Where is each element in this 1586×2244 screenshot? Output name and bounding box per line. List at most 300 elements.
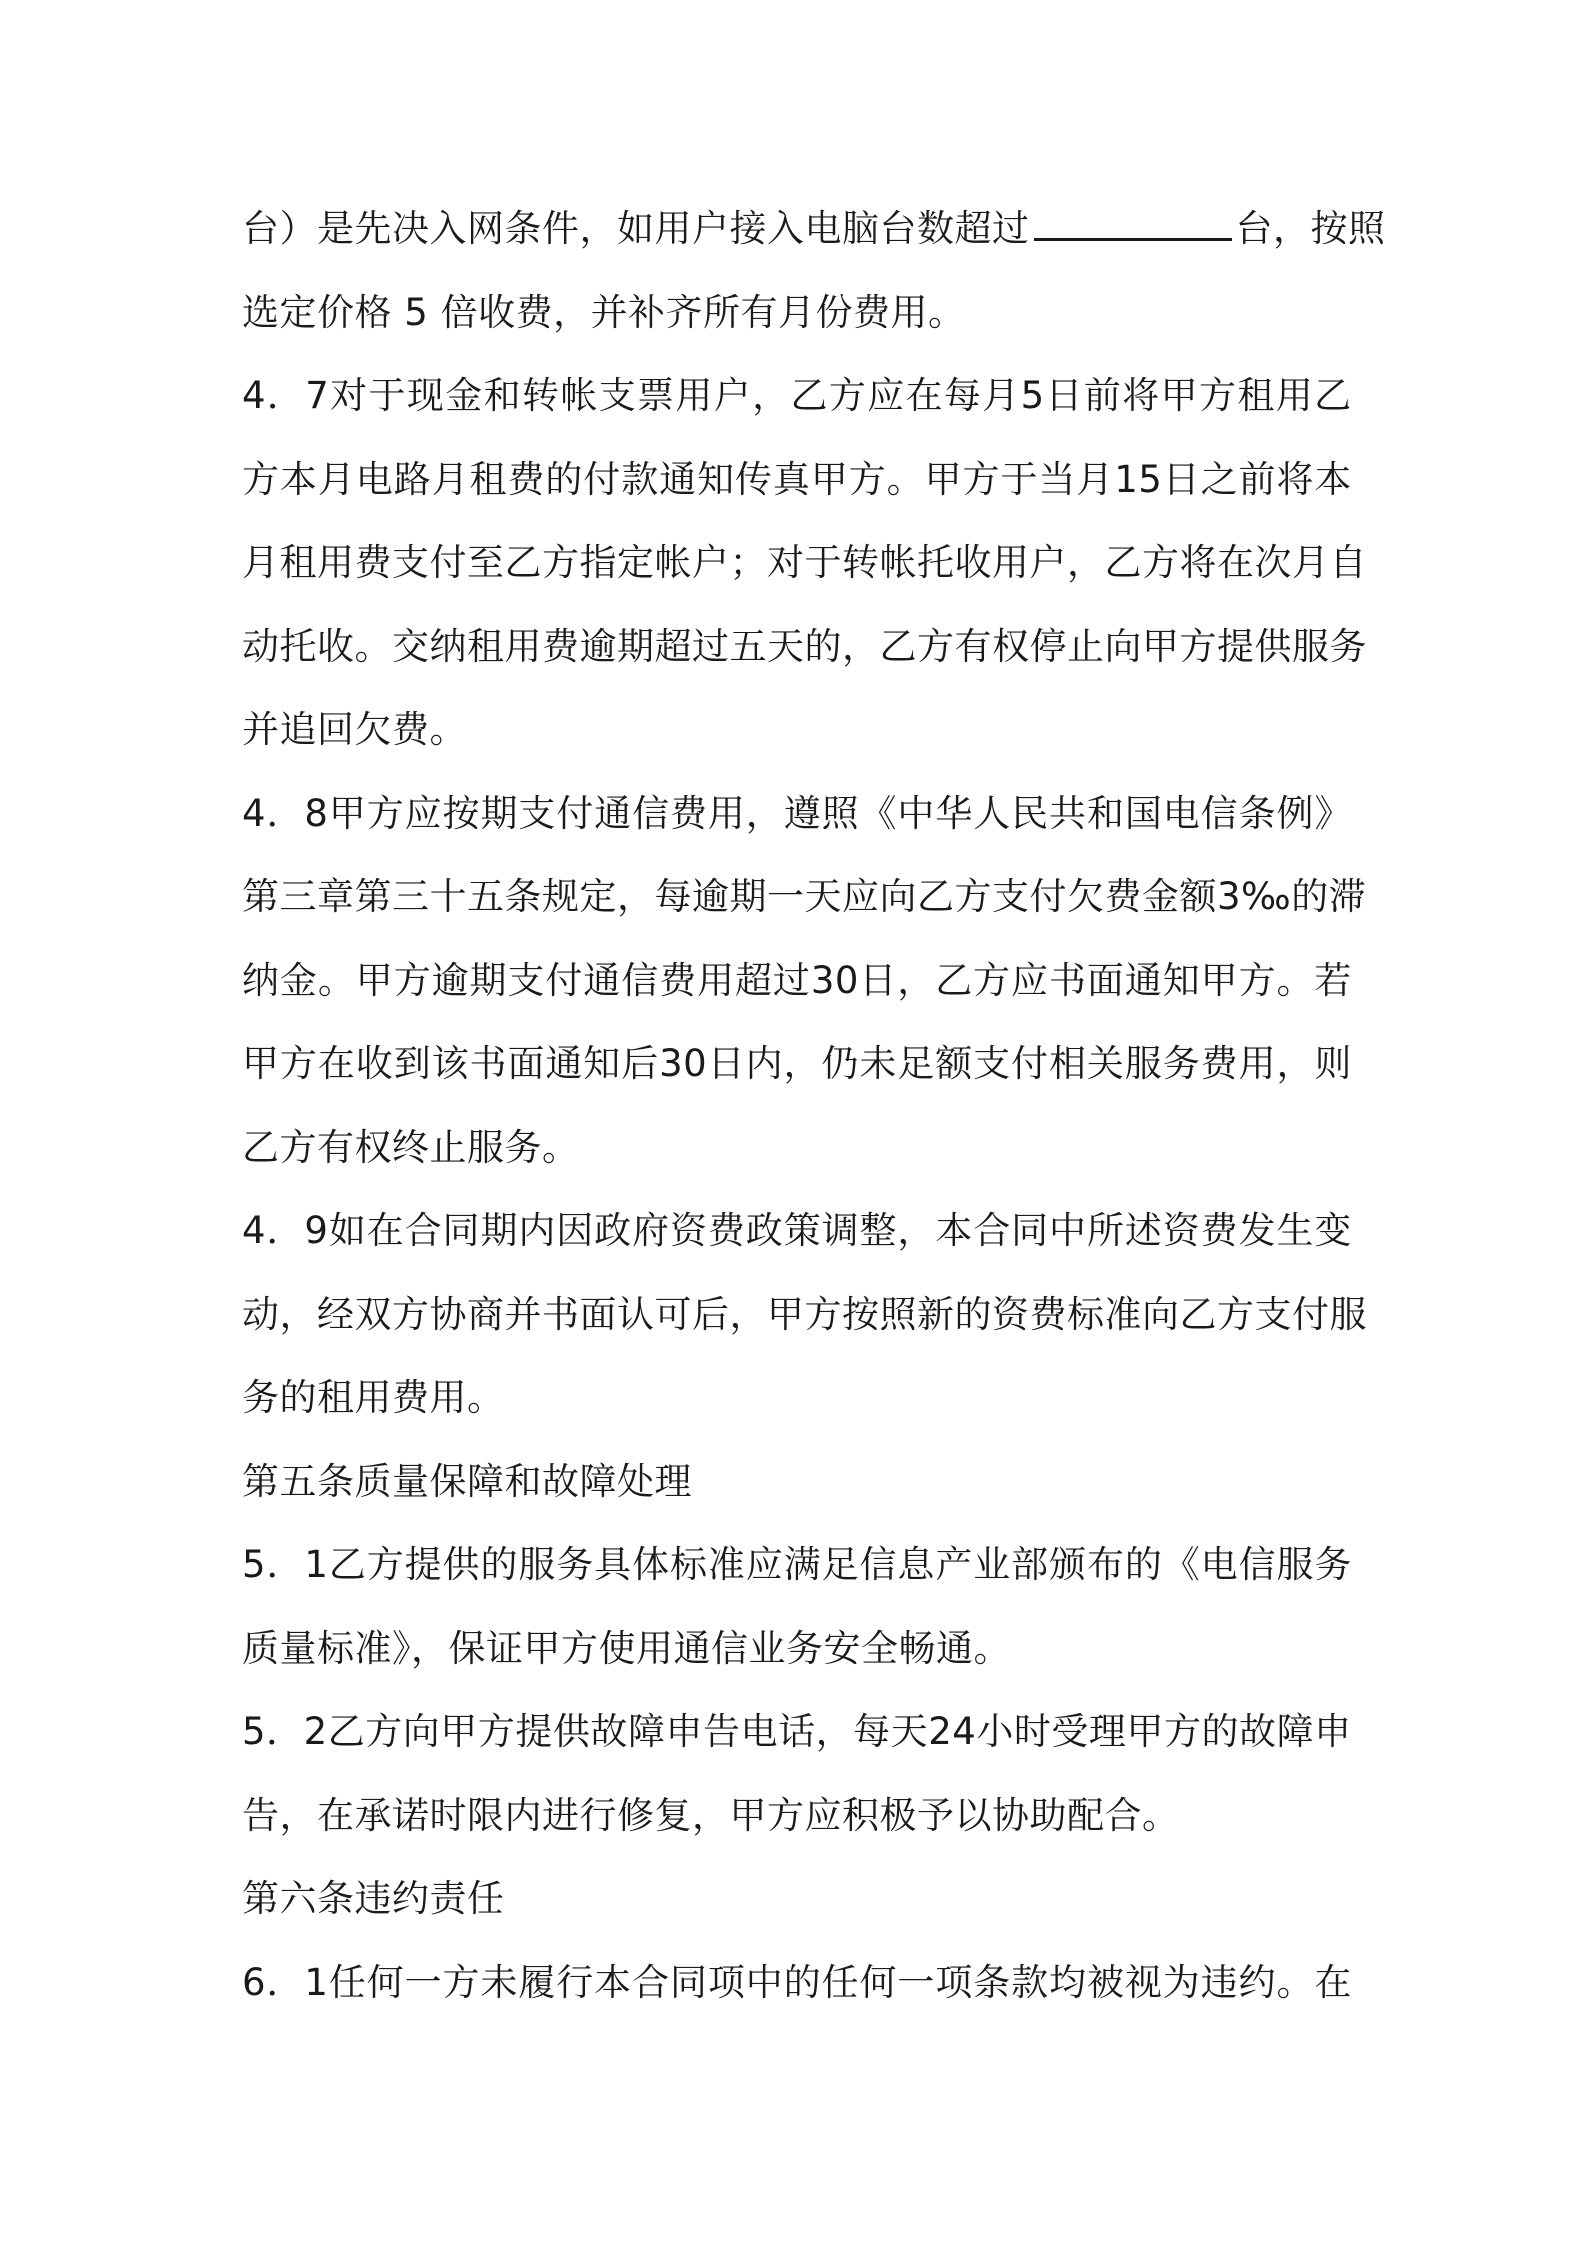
glyph: 规	[542, 875, 580, 918]
glyph: 经	[317, 1292, 355, 1336]
glyph: 动	[242, 624, 280, 668]
glyph: 体	[632, 1543, 670, 1586]
glyph: ，	[897, 1209, 935, 1252]
glyph: 和	[1086, 791, 1125, 835]
glyph: 款	[1011, 1960, 1049, 2004]
glyph: 中	[745, 1960, 784, 2004]
glyph: 准	[707, 1543, 746, 1586]
glyph: 所	[1086, 1209, 1125, 1252]
text-line-2: 选定价格 5 倍收费，并补齐所有月份费用。	[242, 290, 966, 334]
glyph: 超	[654, 624, 692, 668]
glyph: ．	[266, 1710, 304, 1753]
glyph: 的	[1124, 1543, 1163, 1586]
glyph: 付	[429, 541, 467, 584]
glyph: 费	[659, 958, 697, 1002]
glyph: 过	[772, 958, 811, 1002]
glyph: 帐	[879, 541, 917, 584]
glyph: ，	[752, 374, 790, 417]
glyph: 后	[692, 1292, 730, 1336]
glyph: 付	[556, 791, 594, 835]
glyph: 在	[905, 374, 944, 417]
glyph: 甲	[355, 958, 394, 1002]
glyph: 整	[859, 1209, 897, 1252]
glyph: 方	[366, 791, 405, 835]
glyph: 用	[317, 541, 355, 584]
glyph: 府	[632, 1209, 670, 1252]
glyph: 面	[579, 1292, 617, 1336]
glyph: 故	[590, 1710, 628, 1753]
text-line-16: 第五条质量保障和故障处理	[242, 1459, 692, 1503]
line-1-post: 台，按照	[1235, 207, 1386, 250]
glyph: 费	[354, 541, 392, 584]
glyph: ，	[1276, 1042, 1314, 1085]
document-body	[242, 198, 1386, 2035]
glyph: 发	[1238, 1209, 1277, 1252]
glyph: 受	[1051, 1710, 1089, 1753]
glyph: 30	[810, 958, 859, 1002]
text-line-3	[242, 365, 1352, 449]
text-line-17	[242, 1534, 1352, 1618]
glyph: 信	[859, 1543, 897, 1586]
glyph: 9	[304, 1209, 329, 1252]
glyph: 期	[729, 875, 767, 918]
glyph: 布	[1086, 1543, 1125, 1586]
glyph: 金	[279, 958, 318, 1002]
glyph: 方	[1217, 1292, 1255, 1336]
glyph: 租	[1237, 374, 1275, 417]
glyph: 书	[1048, 958, 1087, 1002]
glyph: 1	[304, 1543, 329, 1586]
glyph: 15	[1114, 457, 1163, 501]
glyph: 期	[617, 624, 655, 668]
text-line-6	[242, 616, 1367, 700]
glyph: 视	[1124, 1960, 1163, 2004]
glyph: 提	[515, 1710, 553, 1753]
glyph: 履	[518, 1960, 556, 2004]
glyph: 月	[982, 374, 1020, 417]
glyph: 例	[1276, 791, 1314, 835]
glyph: 逾	[692, 875, 730, 918]
glyph: 合	[632, 1960, 670, 2004]
glyph: ．	[266, 1209, 304, 1252]
glyph: 金	[445, 374, 483, 417]
glyph: 并	[504, 1292, 542, 1336]
glyph: 支	[392, 541, 430, 584]
glyph: 中	[1049, 1209, 1087, 1252]
glyph: 应	[842, 875, 880, 918]
glyph: 交	[392, 624, 430, 668]
glyph: 每	[853, 1710, 891, 1753]
glyph: 天	[804, 875, 842, 918]
glyph: 障	[1276, 1710, 1315, 1753]
glyph: ．	[266, 1960, 304, 2004]
glyph: 传	[734, 457, 773, 501]
glyph: 乙	[917, 875, 955, 918]
glyph: 转	[521, 374, 560, 417]
glyph: 本	[279, 457, 318, 501]
glyph: 电	[1200, 1543, 1239, 1586]
glyph: 至	[467, 541, 505, 584]
glyph: 款	[621, 457, 659, 501]
glyph: 付	[1292, 1292, 1330, 1336]
glyph: 乙	[327, 1710, 366, 1753]
text-line-5	[242, 532, 1367, 616]
glyph: 方	[365, 1710, 403, 1753]
glyph: 7	[305, 374, 330, 417]
glyph: 用	[1275, 374, 1314, 417]
glyph: 的	[804, 624, 842, 668]
glyph: 4	[242, 1209, 267, 1252]
glyph: 付	[1011, 1042, 1049, 1085]
glyph: 三	[279, 875, 317, 918]
glyph: 5	[1020, 374, 1045, 417]
glyph: 通	[545, 1042, 583, 1085]
glyph: 人	[973, 791, 1011, 835]
glyph: 方	[848, 457, 887, 501]
glyph: 务	[1162, 1042, 1201, 1085]
text-line-22	[242, 1952, 1352, 2036]
glyph: 1	[304, 1960, 329, 2004]
glyph: 托	[279, 624, 317, 668]
glyph: 知	[1162, 958, 1201, 1002]
glyph: 方	[804, 1292, 842, 1336]
glyph: 方	[279, 1042, 318, 1085]
glyph: 新	[917, 1292, 955, 1336]
glyph: 五	[467, 875, 505, 918]
glyph: 申	[1314, 1710, 1352, 1753]
glyph: 的	[545, 457, 583, 501]
glyph: 于	[368, 374, 407, 417]
glyph: 支	[518, 791, 556, 835]
glyph: 和	[483, 374, 522, 417]
glyph: 日	[1045, 374, 1084, 417]
glyph: 双	[354, 1292, 392, 1336]
glyph: 月	[242, 541, 280, 584]
glyph: 月	[1292, 541, 1330, 584]
glyph: 费	[1200, 1209, 1239, 1252]
glyph: 将	[1122, 374, 1160, 417]
glyph: 方	[477, 1710, 516, 1753]
glyph: 4	[242, 791, 267, 835]
glyph: 租	[467, 624, 505, 668]
glyph: 期	[469, 958, 508, 1002]
glyph: 滞	[1328, 875, 1367, 918]
glyph: 务	[1314, 1543, 1352, 1586]
glyph: 照	[821, 791, 860, 835]
glyph: 路	[393, 457, 432, 501]
glyph: 相	[1048, 1042, 1087, 1085]
glyph: 应	[745, 1543, 784, 1586]
glyph: 收	[355, 1042, 394, 1085]
glyph: 乙	[1314, 374, 1352, 417]
glyph: 合	[973, 1209, 1011, 1252]
glyph: 信	[1238, 1543, 1277, 1586]
glyph: 时	[1013, 1710, 1052, 1753]
glyph: 向	[1104, 624, 1142, 668]
glyph: 方	[366, 1543, 405, 1586]
text-line-4	[242, 449, 1352, 533]
glyph: ，	[745, 791, 784, 835]
glyph: 条	[1238, 791, 1277, 835]
glyph: ，	[897, 958, 935, 1002]
glyph: 欠	[1067, 875, 1105, 918]
glyph: 。	[317, 958, 356, 1002]
glyph: 何	[859, 1960, 897, 2004]
glyph: 6	[242, 1960, 267, 2004]
fill-in-blank	[1034, 198, 1232, 241]
glyph: 乙	[1104, 541, 1142, 584]
glyph: 费	[1104, 875, 1142, 918]
glyph: 供	[442, 1543, 481, 1586]
glyph: 供	[552, 1710, 591, 1753]
glyph: 服	[518, 1543, 556, 1586]
glyph: 前	[1083, 374, 1122, 417]
glyph: 通	[659, 457, 697, 501]
glyph: 有	[954, 624, 992, 668]
glyph: 止	[1067, 624, 1105, 668]
glyph: 的	[480, 1543, 518, 1586]
glyph: 现	[406, 374, 445, 417]
glyph: 用	[697, 958, 735, 1002]
glyph: 为	[1162, 1960, 1201, 2004]
glyph: 关	[1086, 1042, 1125, 1085]
glyph: 24	[928, 1710, 977, 1753]
glyph: 业	[973, 1543, 1011, 1586]
glyph: 户	[713, 374, 752, 417]
glyph: 条	[504, 875, 542, 918]
glyph: 支	[507, 958, 545, 1002]
glyph: 《	[1162, 1543, 1201, 1586]
glyph: 第	[354, 875, 392, 918]
glyph: 期	[480, 791, 518, 835]
glyph: 应	[867, 374, 905, 417]
glyph: 信	[632, 791, 670, 835]
glyph: 在	[366, 1209, 405, 1252]
glyph: 项	[935, 1960, 973, 2004]
glyph: 前	[1238, 457, 1277, 501]
glyph: ．	[266, 1543, 304, 1586]
glyph: 可	[654, 1292, 692, 1336]
line-1-pre: 台）是先决入网条件，如用户接入电脑台数超过	[242, 207, 1030, 250]
glyph: 30	[659, 1042, 708, 1085]
glyph: 将	[1276, 457, 1314, 501]
glyph: 协	[429, 1292, 467, 1336]
glyph: ，	[783, 1042, 821, 1085]
glyph: 按	[442, 791, 481, 835]
glyph: 停	[1029, 624, 1067, 668]
glyph: ，	[729, 1292, 767, 1336]
glyph: ．	[266, 791, 304, 835]
glyph: 资	[992, 1292, 1030, 1336]
glyph: 自	[1329, 541, 1367, 584]
glyph: 通	[1124, 958, 1163, 1002]
glyph: 第	[242, 875, 280, 918]
glyph: 纳	[242, 958, 280, 1002]
text-line-19	[242, 1701, 1352, 1785]
glyph: 方	[917, 624, 955, 668]
glyph: 费	[507, 457, 545, 501]
glyph: 户	[1029, 541, 1067, 584]
glyph: 被	[1086, 1960, 1125, 2004]
glyph: 甲	[810, 457, 849, 501]
glyph: 用	[992, 541, 1030, 584]
glyph: 通	[594, 791, 632, 835]
glyph: 费	[707, 1209, 746, 1252]
glyph: 变	[1314, 1209, 1352, 1252]
glyph: 应	[1011, 958, 1049, 1002]
glyph: 项	[707, 1960, 746, 2004]
glyph: 日	[859, 958, 897, 1002]
text-line-9	[242, 866, 1367, 950]
glyph: 指	[579, 541, 617, 584]
glyph: 十	[429, 875, 467, 918]
glyph: 租	[279, 541, 317, 584]
glyph: 提	[1217, 624, 1255, 668]
glyph: 方	[962, 457, 1001, 501]
glyph: 小	[976, 1710, 1014, 1753]
glyph: 本	[935, 1209, 973, 1252]
glyph: 条	[973, 1960, 1011, 2004]
glyph: 每	[943, 374, 982, 417]
glyph: 天	[767, 624, 805, 668]
glyph: 因	[556, 1209, 594, 1252]
glyph: 之	[1200, 457, 1239, 501]
glyph: 本	[594, 1960, 632, 2004]
glyph: 向	[402, 1710, 441, 1753]
glyph: 何	[366, 1960, 405, 2004]
glyph: 向	[1142, 1292, 1180, 1336]
text-line-12: 乙方有权终止服务。	[242, 1125, 580, 1169]
glyph: 费	[1029, 1292, 1067, 1336]
glyph: 向	[879, 875, 917, 918]
glyph: 未	[859, 1042, 897, 1085]
glyph: 将	[1179, 541, 1217, 584]
glyph: 期	[480, 1209, 518, 1252]
glyph: 调	[821, 1209, 860, 1252]
glyph: 甲	[1126, 1710, 1164, 1753]
glyph: 政	[745, 1209, 784, 1252]
glyph: 费	[669, 791, 708, 835]
glyph: 日	[707, 1042, 746, 1085]
text-line-20: 告，在承诺时限内进行修复，甲方应积极予以协助配合。	[242, 1793, 1180, 1837]
glyph: 天	[890, 1710, 929, 1753]
glyph: 务	[556, 1543, 594, 1586]
glyph: 3‰	[1217, 875, 1292, 918]
glyph: 用	[1238, 1042, 1277, 1085]
glyph: 逾	[431, 958, 470, 1002]
glyph: 信	[1200, 791, 1239, 835]
glyph: 理	[1088, 1710, 1127, 1753]
text-line-18: 质量标准》，保证甲方使用通信业务安全畅通。	[242, 1626, 1011, 1670]
glyph: 任	[821, 1960, 860, 2004]
glyph: 方	[1179, 624, 1217, 668]
glyph: 超	[734, 958, 773, 1002]
glyph: 支	[1254, 1292, 1292, 1336]
glyph: 转	[842, 541, 880, 584]
glyph: 国	[1124, 791, 1163, 835]
glyph: 在	[1217, 541, 1255, 584]
glyph: 准	[1104, 1292, 1142, 1336]
glyph: 民	[1011, 791, 1049, 835]
glyph: 本	[1314, 457, 1352, 501]
glyph: 三	[392, 875, 430, 918]
text-line-13	[242, 1200, 1352, 1284]
glyph: 电	[355, 457, 394, 501]
glyph: 同	[1011, 1209, 1049, 1252]
glyph: 电	[740, 1710, 779, 1753]
glyph: 。	[354, 624, 392, 668]
glyph: 知	[583, 1042, 621, 1085]
glyph: 纳	[429, 624, 467, 668]
glyph: 于	[1000, 457, 1038, 501]
glyph: 遵	[783, 791, 822, 835]
glyph: ，	[842, 624, 880, 668]
glyph: 方	[393, 958, 432, 1002]
glyph: 金	[1142, 875, 1180, 918]
glyph: 日	[1162, 457, 1201, 501]
glyph: 约	[1238, 1960, 1277, 2004]
glyph: 额	[1179, 875, 1217, 918]
glyph: 障	[627, 1710, 666, 1753]
glyph: 权	[992, 624, 1030, 668]
text-line-8	[242, 783, 1352, 867]
glyph: 2	[303, 1710, 328, 1753]
glyph: 生	[1276, 1209, 1314, 1252]
glyph: 乙	[935, 958, 973, 1002]
glyph: 按	[842, 1292, 880, 1336]
glyph: 对	[330, 374, 368, 417]
glyph: 真	[772, 457, 811, 501]
glyph: 用	[504, 624, 542, 668]
glyph: 务	[1329, 624, 1367, 668]
glyph: 帐	[654, 541, 692, 584]
glyph: 供	[1254, 624, 1292, 668]
glyph: 月	[431, 457, 470, 501]
glyph: 用	[707, 791, 746, 835]
glyph: 颁	[1049, 1543, 1087, 1586]
glyph: 策	[783, 1209, 822, 1252]
glyph: 服	[1292, 624, 1330, 668]
glyph: 部	[1011, 1543, 1049, 1586]
glyph: 乙	[504, 541, 542, 584]
glyph: 仍	[821, 1042, 859, 1085]
glyph: 故	[1239, 1710, 1277, 1753]
glyph: 足	[821, 1543, 860, 1586]
glyph: 一	[897, 1960, 935, 2004]
glyph: 方	[973, 958, 1011, 1002]
glyph: 照	[879, 1292, 917, 1336]
glyph: 甲	[328, 791, 367, 835]
glyph: 标	[669, 1543, 708, 1586]
glyph: 未	[480, 1960, 518, 2004]
glyph: 付	[583, 457, 621, 501]
glyph: 电	[1162, 791, 1201, 835]
glyph: 甲	[1142, 624, 1180, 668]
text-line-21: 第六条违约责任	[242, 1877, 505, 1920]
glyph: 。	[886, 457, 925, 501]
glyph: 过	[692, 624, 730, 668]
glyph: 费	[542, 624, 580, 668]
text-line-7: 并追回欠费。	[242, 708, 467, 751]
glyph: 违	[1200, 1960, 1239, 2004]
glyph: 知	[697, 457, 735, 501]
line-1-blank-wrap	[1030, 198, 1386, 282]
text-line-10	[242, 950, 1352, 1034]
glyph: 于	[804, 541, 842, 584]
glyph: ，	[1067, 541, 1105, 584]
glyph: 方	[392, 1292, 430, 1336]
glyph: 合	[404, 1209, 443, 1252]
